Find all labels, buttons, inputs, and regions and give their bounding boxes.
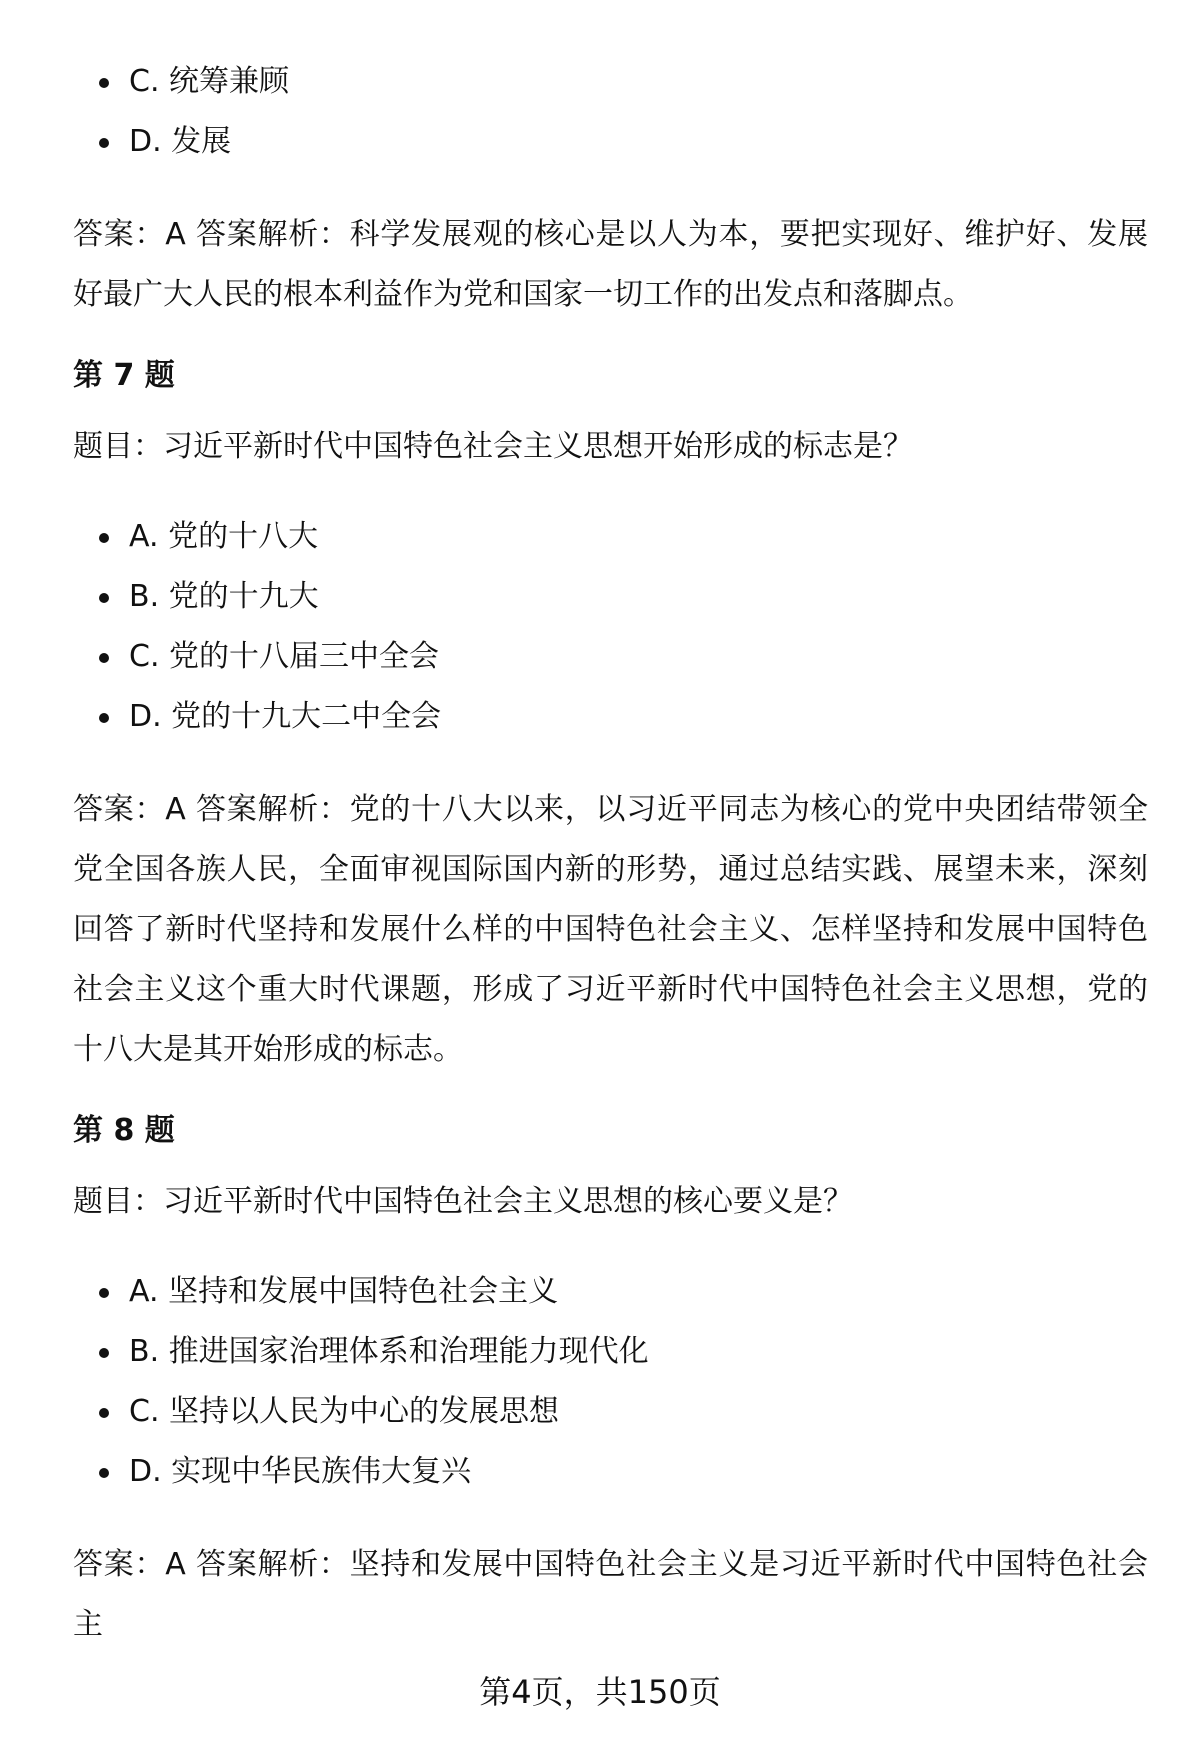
bullet-icon	[99, 593, 109, 603]
option-item	[73, 577, 1148, 637]
option-item	[73, 1272, 1148, 1332]
bullet-icon	[99, 1288, 109, 1298]
question-options	[73, 1272, 1148, 1512]
option-item	[73, 697, 1148, 757]
option-item	[73, 1332, 1148, 1392]
option-label: B. 党的十九大	[129, 579, 319, 614]
question-prompt: 题目：习近平新时代中国特色社会主义思想开始形成的标志是？	[73, 429, 913, 464]
option-label: D. 发展	[129, 124, 232, 159]
option-item	[73, 1392, 1148, 1452]
answer-explanation: 答案：A 答案解析：党的十八大以来，以习近平同志为核心的党中央团结带领全党全国各族人民，全面审视国际国内新的形势，通过总结实践、展望未来，深刻回答了新时代坚持和发展什么样的中国特色社会主义、怎样坚持和发展中国特色社会主义这个重大时代课题，形成了习近平新时代中国特色社会主义思想，党的十八大是其开始形成的标志。	[73, 792, 1148, 1067]
bullet-icon	[99, 1408, 109, 1418]
option-label: B. 推进国家治理体系和治理能力现代化	[129, 1334, 649, 1369]
option-label: D. 实现中华民族伟大复兴	[129, 1454, 472, 1489]
option-label: C. 党的十八届三中全会	[129, 639, 440, 674]
option-label: A. 党的十八大	[129, 519, 319, 554]
page-number: 第4页，共150页	[479, 1673, 721, 1711]
option-label: C. 统筹兼顾	[129, 64, 290, 99]
page-content	[73, 62, 1148, 1655]
answer-explanation: 答案：A 答案解析：科学发展观的核心是以人为本，要把实现好、维护好、发展好最广大人民的根本利益作为党和国家一切工作的出发点和落脚点。	[73, 217, 1148, 312]
answer-explanation: 答案：A 答案解析：坚持和发展中国特色社会主义是习近平新时代中国特色社会主	[73, 1547, 1148, 1642]
bullet-icon	[99, 138, 109, 148]
bullet-icon	[99, 713, 109, 723]
bullet-icon	[99, 653, 109, 663]
option-item	[73, 517, 1148, 577]
bullet-icon	[99, 533, 109, 543]
option-label: D. 党的十九大二中全会	[129, 699, 442, 734]
question-options	[73, 517, 1148, 757]
bullet-icon	[99, 1348, 109, 1358]
option-label: A. 坚持和发展中国特色社会主义	[129, 1274, 559, 1309]
prev-question-options	[73, 62, 1148, 182]
question-heading: 第 8 题	[73, 1113, 175, 1148]
bullet-icon	[99, 78, 109, 88]
question-prompt: 题目：习近平新时代中国特色社会主义思想的核心要义是？	[73, 1184, 853, 1219]
option-item	[73, 62, 1148, 122]
question-heading: 第 7 题	[73, 358, 175, 393]
option-item	[73, 122, 1148, 182]
option-item	[73, 637, 1148, 697]
option-item	[73, 1452, 1148, 1512]
bullet-icon	[99, 1468, 109, 1478]
option-label: C. 坚持以人民为中心的发展思想	[129, 1394, 560, 1429]
